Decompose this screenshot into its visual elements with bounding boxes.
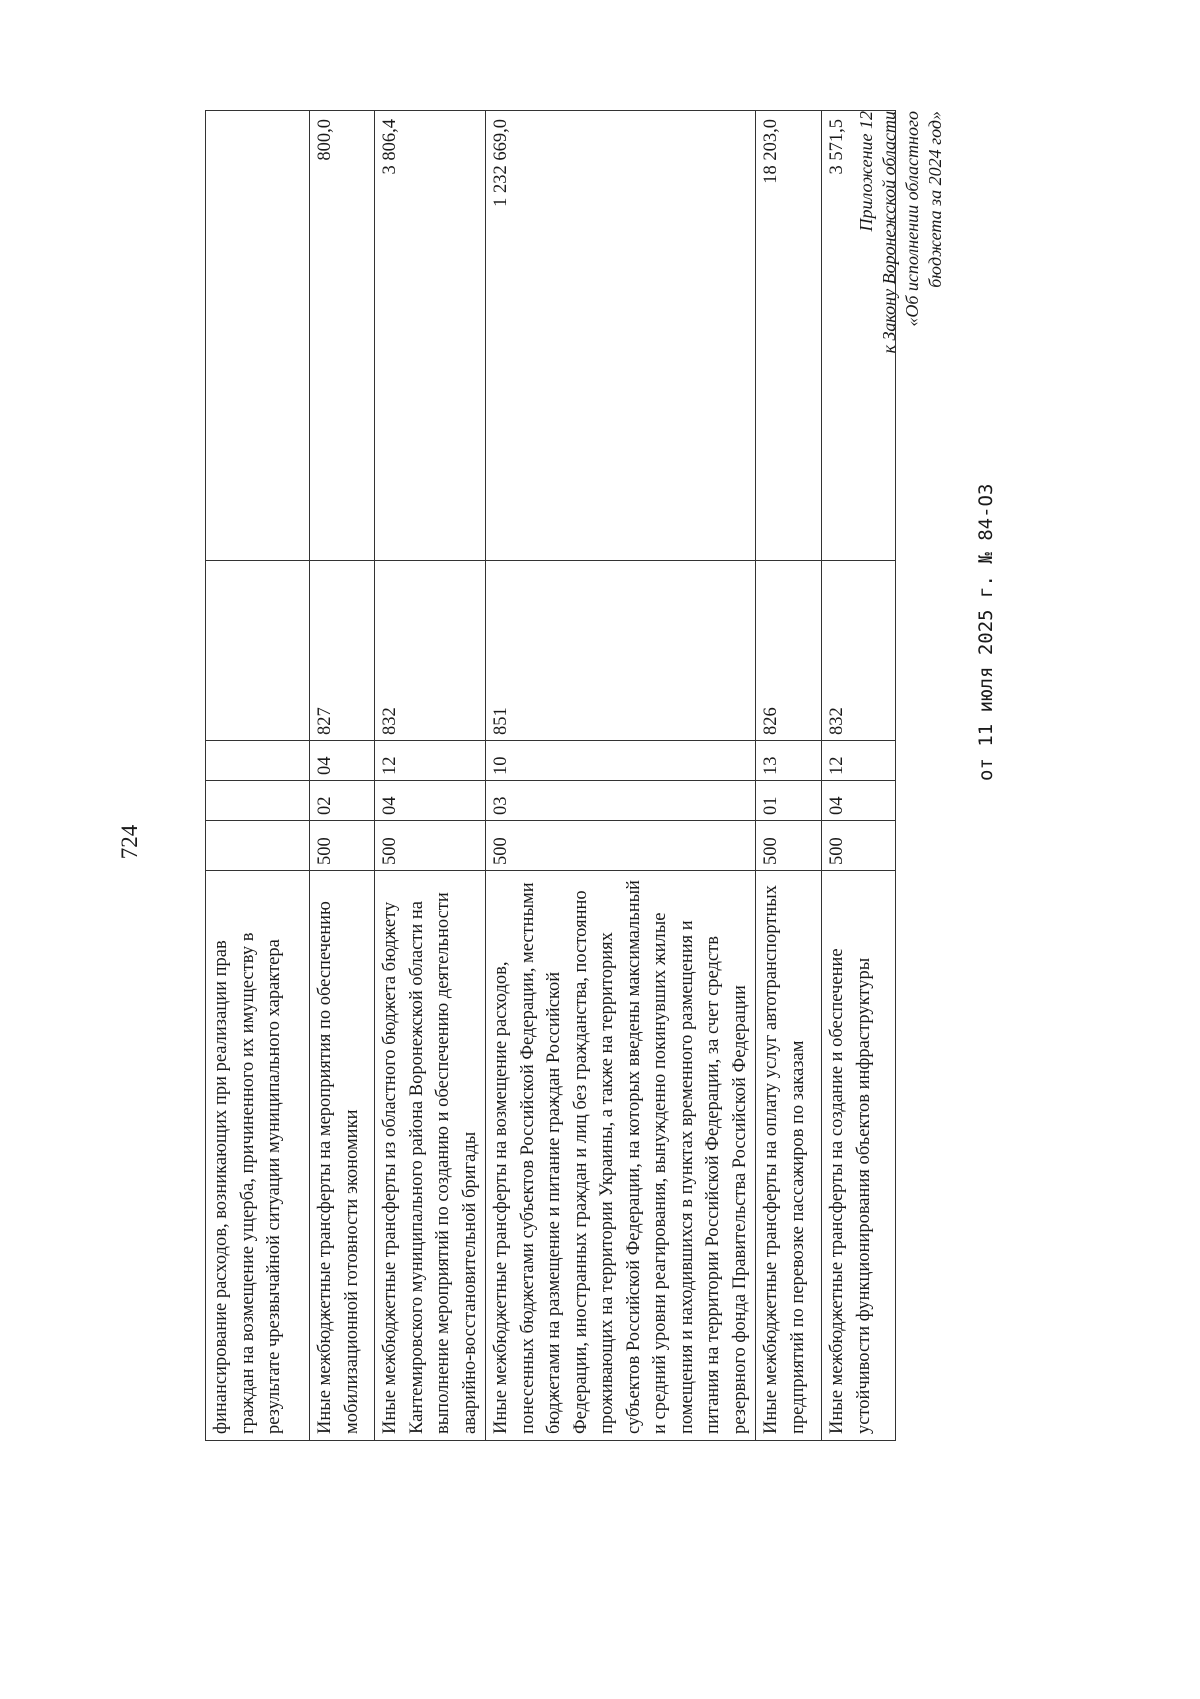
table-row: [756, 111, 822, 1441]
row-description: Иные межбюджетные трансферты на мероприятия по обеспечению мобилизационной готовности экономики: [310, 871, 375, 1441]
budget-table: [205, 110, 896, 1441]
row-code-2: 02: [310, 781, 375, 821]
row-code-4: 851: [486, 561, 756, 741]
row-code-1: 500: [756, 821, 822, 871]
row-amount: [206, 111, 310, 561]
row-description: Иные межбюджетные трансферты на оплату услуг автотранспортных предприятий по перевозке пассажиров по заказам: [756, 871, 822, 1441]
row-amount: 18 203,0: [756, 111, 822, 561]
page-number: 724: [117, 824, 142, 860]
row-amount: 800,0: [310, 111, 375, 561]
appendix-line: бюджета за 2024 год»: [925, 111, 945, 288]
table-row: [310, 111, 375, 1441]
row-code-3: 12: [822, 741, 896, 781]
appendix-line: Приложение 12: [856, 111, 876, 232]
row-code-4: 832: [375, 561, 486, 741]
row-description: Иные межбюджетные трансферты на создание и обеспечение устойчивости функционирования объектов инфраструктуры: [822, 871, 896, 1441]
row-code-1: [206, 821, 310, 871]
row-code-4: 827: [310, 561, 375, 741]
row-description: Иные межбюджетные трансферты на возмещение расходов, понесенных бюджетами субъектов Российской Федерации, местными бюджетами на размещение и питание граждан Российской Федерации, иностранных граждан и лиц без гражданства, постоянно проживающих на территории Украины, а также на территориях субъектов Российской Федерации, на которых введены максимальный и средний уровни реагирования, вынужденно покинувших жилые помещения и находившихся в пунктах временного размещения и питания на территории Российской Федерации, за счет средств резервного фонда Правительства Российской Федерации: [486, 871, 756, 1441]
document-footer: [855, 111, 1015, 1011]
row-code-4: 826: [756, 561, 822, 741]
row-amount: 3 806,4: [375, 111, 486, 561]
row-amount: 3 571,5: [822, 111, 896, 561]
row-code-1: 500: [486, 821, 756, 871]
appendix-line: «Об исполнении областного: [902, 111, 922, 327]
row-description: Иные межбюджетные трансферты из областного бюджета бюджету Кантемировского муниципального района Воронежской области на выполнение мероприятий по созданию и обеспечению деятельности аварийно-восстановительной бригады: [375, 871, 486, 1441]
row-code-1: 500: [375, 821, 486, 871]
table-row: [375, 111, 486, 1441]
row-code-4: 832: [822, 561, 896, 741]
row-description: финансирование расходов, возникающих при реализации прав граждан на возмещение ущерба, причиненного их имуществу в результате чрезвычайной ситуации муниципального характера: [206, 871, 310, 1441]
appendix-line: к Закону Воронежской области: [879, 111, 899, 354]
row-code-3: [206, 741, 310, 781]
row-code-3: 12: [375, 741, 486, 781]
row-code-2: 03: [486, 781, 756, 821]
row-code-1: 500: [310, 821, 375, 871]
appendix-block: [855, 111, 947, 353]
row-code-1: 500: [822, 821, 896, 871]
row-amount: 1 232 669,0: [486, 111, 756, 561]
table-row: [206, 111, 310, 1441]
row-code-3: 04: [310, 741, 375, 781]
law-date-stamp: от 11 июля 2025 г. № 84-ОЗ: [975, 483, 997, 781]
row-code-4: [206, 561, 310, 741]
table-row: [486, 111, 756, 1441]
row-code-2: 01: [756, 781, 822, 821]
row-code-2: 04: [822, 781, 896, 821]
row-code-3: 10: [486, 741, 756, 781]
row-code-2: 04: [375, 781, 486, 821]
row-code-3: 13: [756, 741, 822, 781]
row-code-2: [206, 781, 310, 821]
